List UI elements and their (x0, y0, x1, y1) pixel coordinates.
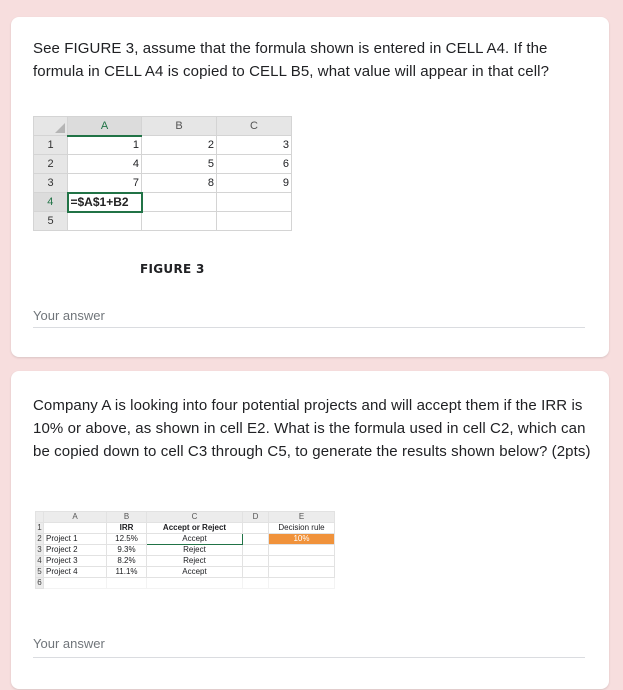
project-result: Accept (147, 534, 243, 545)
column-header-d: D (243, 512, 269, 523)
cell-d1 (243, 523, 269, 534)
row-header: 6 (37, 578, 42, 587)
cell-a2: 4 (68, 155, 142, 174)
row-header: 2 (37, 534, 42, 543)
column-header-c: C (147, 512, 243, 523)
cell-d5 (243, 567, 269, 578)
header-accept-or-reject: Accept or Reject (147, 523, 243, 534)
row-header: 3 (37, 545, 42, 554)
project-name: Project 4 (44, 567, 107, 578)
row-header: 4 (34, 193, 68, 212)
cell-c2: 6 (217, 155, 292, 174)
question-1-text: See FIGURE 3, assume that the formula shown is entered in CELL A4. If the formula in CELL A4 is copied to CELL B5, what value will appear in that cell? (33, 40, 550, 80)
project-result: Accept (147, 567, 243, 578)
column-header-a: A (44, 512, 107, 523)
cell-b6 (107, 578, 147, 589)
column-header-c: C (217, 117, 292, 136)
column-header-e: E (269, 512, 335, 523)
cell-b4 (142, 193, 217, 212)
header-irr: IRR (107, 523, 147, 534)
project-name: Project 2 (44, 545, 107, 556)
answer-label-1: Your answer (33, 308, 105, 323)
cell-d3 (243, 545, 269, 556)
row-header: 2 (34, 155, 68, 174)
cell-b3: 8 (142, 174, 217, 193)
cell-a1 (44, 523, 107, 534)
irr-spreadsheet (35, 511, 335, 589)
cell-c6 (147, 578, 243, 589)
cell-a6 (44, 578, 107, 589)
cell-a5 (68, 212, 142, 231)
question-2-text: Company A is looking into four potential projects and will accept them if the IRR is 10% or above, as shown in cell E2. What is the formula used in cell C2, which can be copied down to cell C3 through C5, to generate the results shown below? (2pts) (33, 397, 591, 460)
cell-c1: 3 (217, 136, 292, 155)
cell-c5 (217, 212, 292, 231)
cell-b1: 2 (142, 136, 217, 155)
cell-d6 (243, 578, 269, 589)
row-header: 1 (34, 136, 68, 155)
cell-a1: 1 (68, 136, 142, 155)
row-header: 5 (34, 212, 68, 231)
cell-e4 (269, 556, 335, 567)
cell-a3: 7 (68, 174, 142, 193)
cell-c3: 9 (217, 174, 292, 193)
project-name: Project 3 (44, 556, 107, 567)
figure-3-caption: FIGURE 3 (140, 262, 205, 276)
cell-e6 (269, 578, 335, 589)
column-header-b: B (107, 512, 147, 523)
cell-d2 (243, 534, 269, 545)
select-all-icon (55, 123, 65, 133)
cell-d4 (243, 556, 269, 567)
row-header: 1 (37, 523, 42, 532)
header-decision-rule: Decision rule (269, 523, 335, 534)
project-irr: 11.1% (107, 567, 147, 578)
spreadsheet-corner (36, 512, 44, 523)
cell-c4 (217, 193, 292, 212)
spreadsheet-corner (34, 117, 68, 136)
cell-a4-formula: =$A$1+B2 (68, 193, 142, 212)
column-header-b: B (142, 117, 217, 136)
answer-label-2: Your answer (33, 636, 105, 651)
cell-e5 (269, 567, 335, 578)
project-result: Reject (147, 556, 243, 567)
cell-e3 (269, 545, 335, 556)
cell-b5 (142, 212, 217, 231)
row-header: 3 (34, 174, 68, 193)
project-irr: 9.3% (107, 545, 147, 556)
project-name: Project 1 (44, 534, 107, 545)
row-header: 5 (37, 567, 42, 576)
project-irr: 8.2% (107, 556, 147, 567)
row-header: 4 (37, 556, 42, 565)
project-result: Reject (147, 545, 243, 556)
decision-value: 10% (269, 534, 335, 545)
figure-3-spreadsheet (33, 116, 292, 231)
answer-input-2[interactable] (33, 657, 585, 658)
answer-input-1[interactable] (33, 327, 585, 328)
project-irr: 12.5% (107, 534, 147, 545)
column-header-a: A (68, 117, 142, 136)
cell-b2: 5 (142, 155, 217, 174)
